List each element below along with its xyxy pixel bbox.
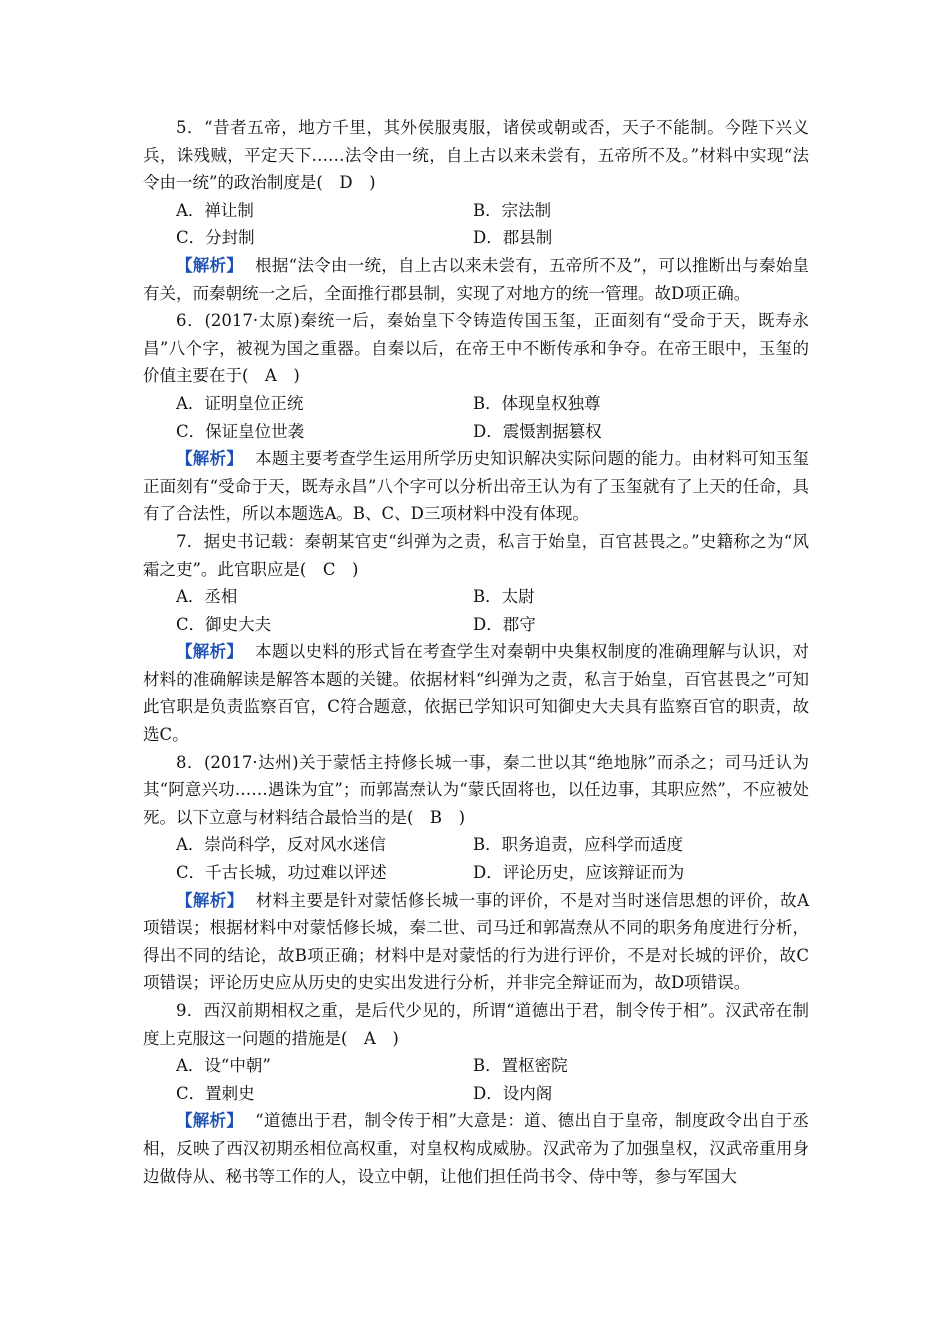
option-c: C．置刺史 bbox=[176, 1083, 255, 1103]
question-8 bbox=[143, 749, 809, 997]
option-d: D．震慑割据篡权 bbox=[473, 421, 602, 441]
options-row bbox=[143, 831, 809, 859]
analysis bbox=[143, 638, 809, 748]
option-b: B．太尉 bbox=[473, 587, 535, 607]
option-a: A．禅让制 bbox=[176, 200, 254, 220]
option-a: A．证明皇位正统 bbox=[176, 393, 304, 413]
option-d: D．设内阁 bbox=[473, 1083, 553, 1103]
question-6 bbox=[143, 307, 809, 528]
options-row bbox=[143, 1080, 809, 1108]
option-a: A．丞相 bbox=[176, 587, 238, 607]
options-row bbox=[143, 859, 809, 887]
analysis-label: 【解析】 bbox=[176, 255, 244, 275]
analysis bbox=[143, 445, 809, 528]
option-d: D．评论历史，应该辩证而为 bbox=[473, 863, 685, 883]
question-stem: 7．据史书记载：秦朝某官吏“纠弹为之责，私言于始皇，百官甚畏之。”史籍称之为“风霜之吏”。此官职应是( C ) bbox=[143, 531, 809, 579]
analysis-label: 【解析】 bbox=[176, 1111, 244, 1131]
analysis bbox=[143, 252, 809, 307]
option-b: B．体现皇权独尊 bbox=[473, 393, 601, 413]
options-row bbox=[143, 224, 809, 252]
analysis-text: 根据“法令由一统，自上古以来未尝有，五帝所不及”，可以推断出与秦始皇有关，而秦朝统一之后，全面推行郡县制，实现了对地方的统一管理。故D项正确。 bbox=[143, 255, 810, 303]
question-stem: 6．(2017·太原)秦统一后，秦始皇下令铸造传国玉玺，正面刻有“受命于天，既寿永昌”八个字，被视为国之重器。自秦以后，在帝王中不断传承和争夺。在帝王眼中，玉玺的价值主要在于( A ) bbox=[143, 311, 809, 386]
options-row bbox=[143, 611, 809, 639]
question-stem: 9．西汉前期相权之重，是后代少见的，所谓“道德出于君，制令传于相”。汉武帝在制度上克服这一问题的措施是( A ) bbox=[143, 1001, 809, 1048]
analysis-text: 本题主要考查学生运用所学历史知识解决实际问题的能力。由材料可知玉玺正面刻有“受命于天，既寿永昌”八个字可以分析出帝王认为有了玉玺就有了上天的任命，具有了合法性，所以本题选A。B、C、D三项材料中没有体现。 bbox=[143, 449, 810, 524]
option-b: B．宗法制 bbox=[473, 200, 552, 220]
option-c: C．御史大夫 bbox=[176, 614, 272, 634]
question-stem: 8．(2017·达州)关于蒙恬主持修长城一事，秦二世以其“绝地脉”而杀之；司马迁认为其“阿意兴功……遇诛为宜”；而郭嵩焘认为“蒙氏固将也，以任边事，其职应然”，不应被处死。以下立意与材料结合最恰当的是( B ) bbox=[143, 752, 809, 827]
options-row bbox=[143, 418, 809, 446]
analysis bbox=[143, 1107, 809, 1190]
option-c: C．分封制 bbox=[176, 228, 255, 248]
options-row bbox=[143, 583, 809, 611]
analysis-label: 【解析】 bbox=[176, 449, 244, 469]
options-row bbox=[143, 197, 809, 225]
question-9 bbox=[143, 997, 809, 1190]
option-c: C．千古长城，功过难以评述 bbox=[176, 863, 387, 883]
option-a: A．崇尚科学，反对风水迷信 bbox=[176, 835, 386, 855]
option-c: C．保证皇位世袭 bbox=[176, 421, 305, 441]
question-stem: 5．“昔者五帝，地方千里，其外侯服夷服，诸侯或朝或否，天子不能制。今陛下兴义兵，诛残贼，平定天下……法令由一统，自上古以来未尝有，五帝所不及。”材料中实现“法令由一统”的政治制度是( D ) bbox=[143, 118, 809, 193]
document-page bbox=[143, 114, 809, 1190]
question-7 bbox=[143, 528, 809, 749]
question-5 bbox=[143, 114, 809, 307]
option-a: A．设“中朝” bbox=[176, 1056, 271, 1076]
analysis bbox=[143, 887, 809, 997]
option-d: D．郡守 bbox=[473, 614, 536, 634]
analysis-label: 【解析】 bbox=[176, 890, 244, 910]
analysis-text: “道德出于君，制令传于相”大意是：道、德出自于皇帝，制度政令出自于丞相，反映了西汉初期丞相位高权重，对皇权构成威胁。汉武帝为了加强皇权，汉武帝重用身边做侍从、秘书等工作的人，设立中朝，让他们担任尚书令、侍中等，参与军国大 bbox=[143, 1111, 810, 1186]
analysis-label: 【解析】 bbox=[176, 642, 244, 662]
options-row bbox=[143, 1052, 809, 1080]
option-d: D．郡县制 bbox=[473, 228, 553, 248]
options-row bbox=[143, 390, 809, 418]
option-b: B．置枢密院 bbox=[473, 1056, 568, 1076]
analysis-text: 材料主要是针对蒙恬修长城一事的评价，不是对当时迷信思想的评价，故A项错误；根据材料中对蒙恬修长城，秦二世、司马迁和郭嵩焘从不同的职务角度进行分析，得出不同的结论，故B项正确；材料中是对蒙恬的行为进行评价，不是对长城的评价，故C项错误；评论历史应从历史的史实出发进行分析，并非完全辩证而为，故D项错误。 bbox=[143, 890, 810, 993]
option-b: B．职务追责，应科学而适度 bbox=[473, 835, 684, 855]
analysis-text: 本题以史料的形式旨在考查学生对秦朝中央集权制度的准确理解与认识，对材料的准确解读是解答本题的关键。依据材料“纠弹为之责，私言于始皇，百官甚畏之”可知此官职是负责监察百官，C符合题意，依据已学知识可知御史大夫具有监察百官的职责，故选C。 bbox=[143, 642, 810, 745]
